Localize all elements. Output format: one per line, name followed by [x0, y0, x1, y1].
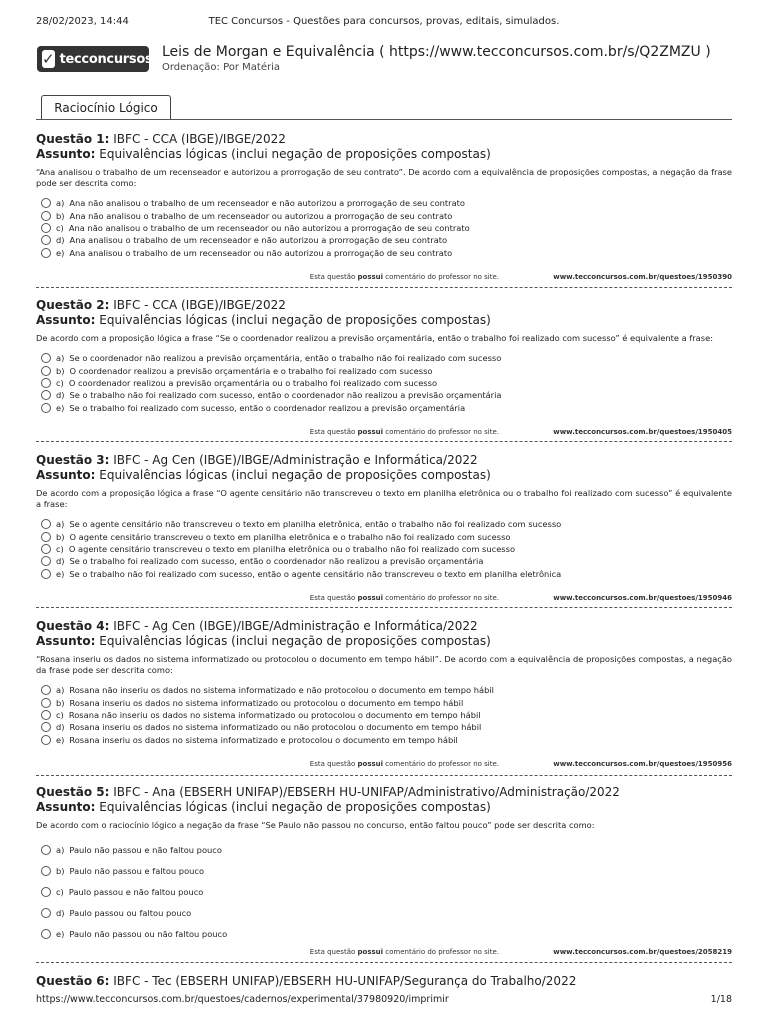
option-letter: e) [56, 929, 65, 940]
question-topic: Equivalências lógicas (inclui negação de proposições compostas) [99, 634, 491, 648]
radio-button[interactable] [41, 710, 51, 720]
option-text: Paulo não passou ou não faltou pouco [69, 929, 228, 940]
question-statement: “Ana analisou o trabalho de um recenseador e autorizou a prorrogação de seu contrato”. De acordo com a equivalência de proposições compostas, a negação da frase pode ser descrita como: [36, 167, 732, 188]
option-letter: e) [56, 247, 65, 258]
option-text: O coordenador realizou a previsão orçamentária e o trabalho foi realizado com sucesso [69, 365, 433, 376]
question-divider [36, 287, 732, 288]
option-letter: a) [56, 198, 65, 209]
option-text: Ana não analisou o trabalho de um recenseador e não autorizou a prorrogação de seu contrato [69, 198, 466, 209]
question-statement: “Rosana inseriu os dados no sistema informatizado ou protocolou o documento em tempo hábil”. De acordo com a equivalência de proposições compostas, a negação da frase pode ser descrita como: [36, 654, 732, 675]
question-topic: Equivalências lógicas (inclui negação de proposições compostas) [99, 147, 491, 161]
question-footer [36, 760, 732, 770]
question-link[interactable]: www.tecconcursos.com.br/questoes/1950405 [553, 428, 732, 436]
document-order: Ordenação: Por Matéria [162, 62, 280, 73]
question-statement: De acordo com o raciocínio lógico a negação da frase “Se Paulo não passou no concurso, então faltou pouco” pode ser descrita como: [36, 820, 595, 830]
question-exam-line [36, 453, 732, 468]
question-topic: Equivalências lógicas (inclui negação de proposições compostas) [99, 468, 491, 482]
radio-button[interactable] [41, 390, 51, 400]
question-number: Questão 6: [36, 974, 110, 988]
comment-note: Esta questão possui comentário do professor no site. [309, 273, 500, 281]
question-topic-line [36, 468, 732, 483]
question-link[interactable]: www.tecconcursos.com.br/questoes/1950390 [553, 273, 732, 281]
option-a[interactable] [36, 518, 732, 530]
option-a[interactable] [36, 684, 732, 696]
option-b[interactable] [36, 696, 732, 708]
question-exam-line [36, 132, 732, 147]
print-url: https://www.tecconcursos.com.br/questoes/cadernos/experimental/37980920/imprimir [36, 994, 449, 1005]
option-a[interactable] [36, 839, 732, 860]
radio-button[interactable] [41, 685, 51, 695]
question-number: Questão 3: [36, 453, 110, 467]
option-d[interactable] [36, 555, 732, 567]
subject-divider [36, 119, 732, 120]
option-c[interactable] [36, 222, 732, 234]
comment-note: Esta questão possui comentário do professor no site. [309, 948, 500, 956]
option-letter: a) [56, 353, 65, 364]
option-text: Ana analisou o trabalho de um recenseador e não autorizou a prorrogação de seu contrato [69, 235, 448, 246]
question-2 [36, 298, 732, 448]
option-letter: b) [56, 210, 65, 221]
question-topic-line [36, 313, 732, 328]
option-text: Rosana inseriu os dados no sistema informatizado ou não protocolou o documento em tempo hábil [69, 722, 482, 733]
option-letter: c) [56, 222, 64, 233]
option-text: Se o coordenador não realizou a previsão orçamentária, então o trabalho não foi realizado com sucesso [69, 353, 502, 364]
option-text: Paulo não passou e não faltou pouco [69, 844, 222, 855]
question-exam: IBFC - Tec (EBSERH UNIFAP)/EBSERH HU-UNIFAP/Segurança do Trabalho/2022 [113, 974, 577, 988]
question-link[interactable]: www.tecconcursos.com.br/questoes/2058219 [553, 948, 732, 956]
option-letter: a) [56, 685, 65, 696]
question-topic-line [36, 800, 732, 815]
question-divider [36, 441, 732, 442]
option-b[interactable] [36, 530, 732, 542]
radio-button[interactable] [41, 929, 51, 939]
option-e[interactable] [36, 734, 732, 746]
option-b[interactable] [36, 364, 732, 376]
question-exam: IBFC - Ag Cen (IBGE)/IBGE/Administração e Informática/2022 [113, 619, 478, 633]
radio-button[interactable] [41, 353, 51, 363]
option-text: Se o trabalho foi realizado com sucesso, então o coordenador realizou a previsão orçamentária [69, 402, 466, 413]
option-letter: b) [56, 697, 65, 708]
question-link[interactable]: www.tecconcursos.com.br/questoes/1950956 [553, 760, 732, 768]
question-topic-line [36, 147, 732, 162]
question-footer [36, 948, 732, 958]
question-options [36, 839, 732, 945]
question-footer [36, 594, 732, 604]
question-exam-line [36, 619, 732, 634]
comment-note: Esta questão possui comentário do professor no site. [309, 594, 500, 602]
option-letter: d) [56, 390, 65, 401]
radio-button[interactable] [41, 519, 51, 529]
radio-button[interactable] [41, 198, 51, 208]
question-exam: IBFC - Ag Cen (IBGE)/IBGE/Administração e Informática/2022 [113, 453, 478, 467]
question-options [36, 352, 732, 414]
radio-button[interactable] [41, 544, 51, 554]
question-divider [36, 962, 732, 963]
question-number: Questão 5: [36, 785, 110, 799]
comment-note: Esta questão possui comentário do professor no site. [309, 760, 500, 768]
option-text: Se o trabalho não foi realizado com sucesso, então o coordenador não realizou a previsão orçamentária [69, 390, 502, 401]
question-options [36, 684, 732, 746]
option-letter: b) [56, 531, 65, 542]
option-letter: b) [56, 365, 65, 376]
option-text: O coordenador realizou a previsão orçamentária ou o trabalho foi realizado com sucesso [68, 377, 438, 388]
radio-button[interactable] [41, 235, 51, 245]
option-b[interactable] [36, 209, 732, 221]
option-d[interactable] [36, 234, 732, 246]
option-letter: d) [56, 556, 65, 567]
question-number: Questão 2: [36, 298, 110, 312]
option-c[interactable] [36, 543, 732, 555]
radio-button[interactable] [41, 211, 51, 221]
question-3 [36, 453, 732, 613]
comment-note: Esta questão possui comentário do professor no site. [309, 428, 500, 436]
question-divider [36, 607, 732, 608]
option-letter: c) [56, 377, 64, 388]
option-e[interactable] [36, 568, 732, 580]
radio-button[interactable] [41, 908, 51, 918]
radio-button[interactable] [41, 248, 51, 258]
question-topic-label: Assunto: [36, 147, 96, 161]
option-a[interactable] [36, 197, 732, 209]
option-letter: c) [56, 709, 64, 720]
checkmark-icon: ✓ [42, 50, 55, 68]
option-letter: a) [56, 844, 65, 855]
question-exam: IBFC - CCA (IBGE)/IBGE/2022 [113, 298, 286, 312]
print-page-title: TEC Concursos - Questões para concursos, provas, editais, simulados. [208, 16, 560, 27]
radio-button[interactable] [41, 866, 51, 876]
radio-button[interactable] [41, 378, 51, 388]
option-letter: e) [56, 734, 65, 745]
question-topic-label: Assunto: [36, 800, 96, 814]
question-footer [36, 273, 732, 283]
question-topic-label: Assunto: [36, 313, 96, 327]
document-title: Leis de Morgan e Equivalência ( https://www.tecconcursos.com.br/s/Q2ZMZU ) [162, 44, 711, 60]
radio-button[interactable] [41, 722, 51, 732]
brand-logo [37, 46, 153, 72]
question-5 [36, 785, 732, 963]
radio-button[interactable] [41, 556, 51, 566]
option-b[interactable] [36, 860, 732, 881]
print-header [36, 16, 732, 30]
question-statement: De acordo com a proposição lógica a frase “Se o coordenador realizou a previsão orçamentária, então o trabalho foi realizado com sucesso” é equivalente a frase: [36, 333, 713, 343]
question-footer [36, 428, 732, 438]
question-options [36, 197, 732, 259]
option-text: Paulo passou ou faltou pouco [69, 908, 192, 919]
question-6 [36, 974, 732, 990]
option-text: Rosana inseriu os dados no sistema informatizado ou protocolou o documento em tempo hábil [69, 697, 464, 708]
option-text: O agente censitário transcreveu o texto em planilha eletrônica e o trabalho não foi realizado com sucesso [69, 531, 511, 542]
radio-button[interactable] [41, 223, 51, 233]
radio-button[interactable] [41, 366, 51, 376]
option-d[interactable] [36, 903, 732, 924]
question-1 [36, 132, 732, 292]
option-text: Rosana não inseriu os dados no sistema informatizado e não protocolou o documento em tempo hábil [69, 685, 494, 696]
question-number: Questão 1: [36, 132, 110, 146]
radio-button[interactable] [41, 698, 51, 708]
option-text: Rosana inseriu os dados no sistema informatizado e protocolou o documento em tempo hábil [69, 734, 458, 745]
question-topic-label: Assunto: [36, 634, 96, 648]
question-divider [36, 775, 732, 776]
option-text: Se o agente censitário não transcreveu o texto em planilha eletrônica, então o trabalho não foi realizado com sucesso [69, 519, 562, 530]
question-exam-line [36, 785, 732, 800]
print-footer [36, 994, 732, 1006]
question-exam: IBFC - Ana (EBSERH UNIFAP)/EBSERH HU-UNIFAP/Administrativo/Administração/2022 [113, 785, 620, 799]
option-e[interactable] [36, 924, 732, 945]
option-letter: c) [56, 543, 64, 554]
subject-tab: Raciocínio Lógico [41, 95, 171, 120]
radio-button[interactable] [41, 887, 51, 897]
option-text: Ana não analisou o trabalho de um recenseador ou não autorizou a prorrogação de seu contrato [68, 222, 470, 233]
radio-button[interactable] [41, 845, 51, 855]
option-d[interactable] [36, 721, 732, 733]
option-text: Paulo não passou e faltou pouco [69, 865, 205, 876]
option-a[interactable] [36, 352, 732, 364]
question-exam-line [36, 298, 732, 313]
question-topic-label: Assunto: [36, 468, 96, 482]
option-text: Ana não analisou o trabalho de um recenseador ou autorizou a prorrogação de seu contrato [69, 210, 453, 221]
option-c[interactable] [36, 709, 732, 721]
option-letter: e) [56, 568, 65, 579]
option-letter: d) [56, 722, 65, 733]
question-options [36, 518, 732, 580]
option-text: Ana analisou o trabalho de um recenseador ou não autorizou a prorrogação de seu contrato [69, 247, 453, 258]
print-date: 28/02/2023, 14:44 [36, 16, 129, 27]
option-e[interactable] [36, 402, 732, 414]
option-e[interactable] [36, 247, 732, 259]
radio-button[interactable] [41, 532, 51, 542]
question-link[interactable]: www.tecconcursos.com.br/questoes/1950946 [553, 594, 732, 602]
question-exam: IBFC - CCA (IBGE)/IBGE/2022 [113, 132, 286, 146]
option-letter: a) [56, 519, 65, 530]
option-text: Se o trabalho não foi realizado com sucesso, então o agente censitário não transcreveu o texto em planilha eletrônica [69, 568, 562, 579]
option-letter: d) [56, 908, 65, 919]
option-text: Se o trabalho foi realizado com sucesso, então o coordenador não realizou a previsão orçamentária [69, 556, 484, 567]
option-letter: e) [56, 402, 65, 413]
option-letter: d) [56, 235, 65, 246]
option-c[interactable] [36, 377, 732, 389]
page-number: 1/18 [710, 994, 732, 1005]
question-statement: De acordo com a proposição lógica a frase “O agente censitário não transcreveu o texto em planilha eletrônica ou o trabalho foi realizado com sucesso” é equivalente a frase: [36, 488, 732, 509]
question-exam-line [36, 974, 732, 989]
question-number: Questão 4: [36, 619, 110, 633]
radio-button[interactable] [41, 735, 51, 745]
radio-button[interactable] [41, 569, 51, 579]
brand-name: tecconcursos [59, 51, 153, 67]
question-4 [36, 619, 732, 779]
option-d[interactable] [36, 389, 732, 401]
option-text: Rosana não inseriu os dados no sistema informatizado ou protocolou o documento em tempo hábil [68, 709, 481, 720]
question-topic: Equivalências lógicas (inclui negação de proposições compostas) [99, 313, 491, 327]
option-text: O agente censitário transcreveu o texto em planilha eletrônica ou o trabalho não foi realizado com sucesso [68, 543, 516, 554]
option-text: Paulo passou e não faltou pouco [68, 886, 204, 897]
option-c[interactable] [36, 881, 732, 902]
radio-button[interactable] [41, 403, 51, 413]
question-topic-line [36, 634, 732, 649]
question-topic: Equivalências lógicas (inclui negação de proposições compostas) [99, 800, 491, 814]
option-letter: b) [56, 865, 65, 876]
option-letter: c) [56, 886, 64, 897]
